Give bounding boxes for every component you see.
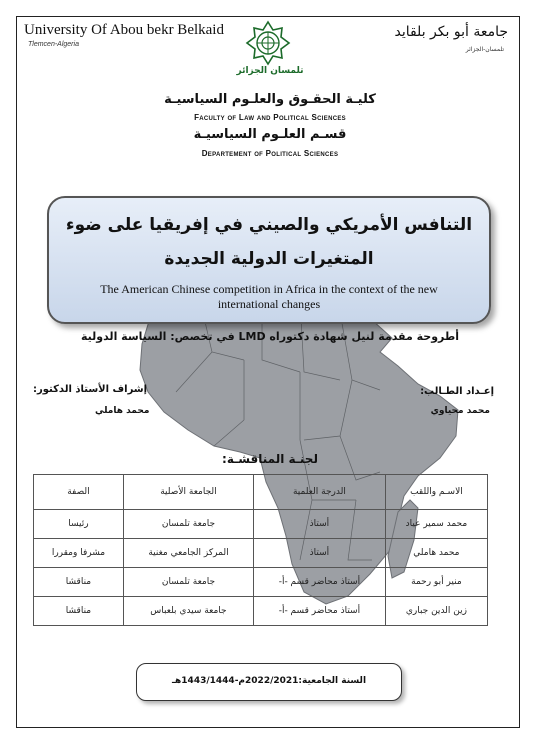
- member-name: محمد سمير عياد: [385, 510, 487, 539]
- university-city-en: Tlemcen-Algeria: [28, 41, 79, 48]
- member-role: مناقشا: [34, 597, 124, 626]
- university-city-ar: تلمسان-الجزائر: [465, 46, 504, 53]
- table-row: [34, 539, 488, 568]
- university-name-ar: جامعة أبو بكر بلقايد: [394, 24, 508, 40]
- thesis-title-en: The American Chinese competition in Africa in the context of the new international changes: [100, 282, 438, 311]
- university-emblem-icon: [245, 20, 291, 66]
- header-role: الصفة: [34, 475, 124, 510]
- thesis-title-ar: التنافس الأمريكي والصيني في إفريقيا على ضوء المتغيرات الدولية الجديدة: [65, 215, 473, 269]
- faculty-name-en: Faculty of Law and Political Sciences: [194, 113, 346, 122]
- committee-header-row: [34, 475, 488, 510]
- academic-year-box: [136, 663, 402, 701]
- student-name: محمد محياوي: [430, 406, 490, 416]
- university-name-en: University Of Abou bekr Belkaid: [24, 22, 224, 38]
- member-rank: أستاذ محاضر قسم -أ-: [254, 568, 386, 597]
- department-name-en: Departement of Political Sciences: [201, 149, 339, 158]
- table-row: [34, 510, 488, 539]
- header-rank: الدرجة العلمية: [254, 475, 386, 510]
- header-name: الاسـم واللقب: [385, 475, 487, 510]
- member-university: جامعة سيدي بلعباس: [123, 597, 253, 626]
- member-university: جامعة تلمسان: [123, 510, 253, 539]
- table-row: [34, 568, 488, 597]
- committee-title: لجنـة المناقشـة:: [222, 452, 318, 466]
- thesis-statement: أطروحة مقدمة لنيل شهادة دكتوراه LMD في تخصص: السياسة الدولية: [80, 330, 460, 343]
- committee-table: [33, 474, 488, 626]
- member-rank: أستاذ: [254, 510, 386, 539]
- member-role: مشرفا ومقررا: [34, 539, 124, 568]
- member-rank: أستاذ: [254, 539, 386, 568]
- department-name-ar: قسـم العلـوم السياسيـة: [193, 127, 347, 142]
- thesis-title-box: [47, 196, 491, 324]
- member-university: جامعة تلمسان: [123, 568, 253, 597]
- member-role: رئيسا: [34, 510, 124, 539]
- table-row: [34, 597, 488, 626]
- member-university: المركز الجامعي مغنية: [123, 539, 253, 568]
- academic-year: السنة الجامعية:2022/2021م-1443/1444هـ: [171, 676, 367, 686]
- emblem-caption: تلمسان الجزائر: [236, 66, 304, 76]
- header-university: الجامعة الأصلية: [123, 475, 253, 510]
- supervisor-name: محمد هاملي: [95, 406, 150, 416]
- member-role: مناقشا: [34, 568, 124, 597]
- member-rank: أستاذ محاضر قسم -أ-: [254, 597, 386, 626]
- member-name: زين الدين جباري: [385, 597, 487, 626]
- supervisor-label: إشراف الأستاذ الدكتور:: [33, 384, 148, 395]
- faculty-name-ar: كليـة الحقـوق والعلـوم السياسيـة: [164, 92, 376, 107]
- member-name: منير أبو رحمة: [385, 568, 487, 597]
- student-label: إعـداد الطـالب:: [420, 386, 494, 397]
- member-name: محمد هاملي: [385, 539, 487, 568]
